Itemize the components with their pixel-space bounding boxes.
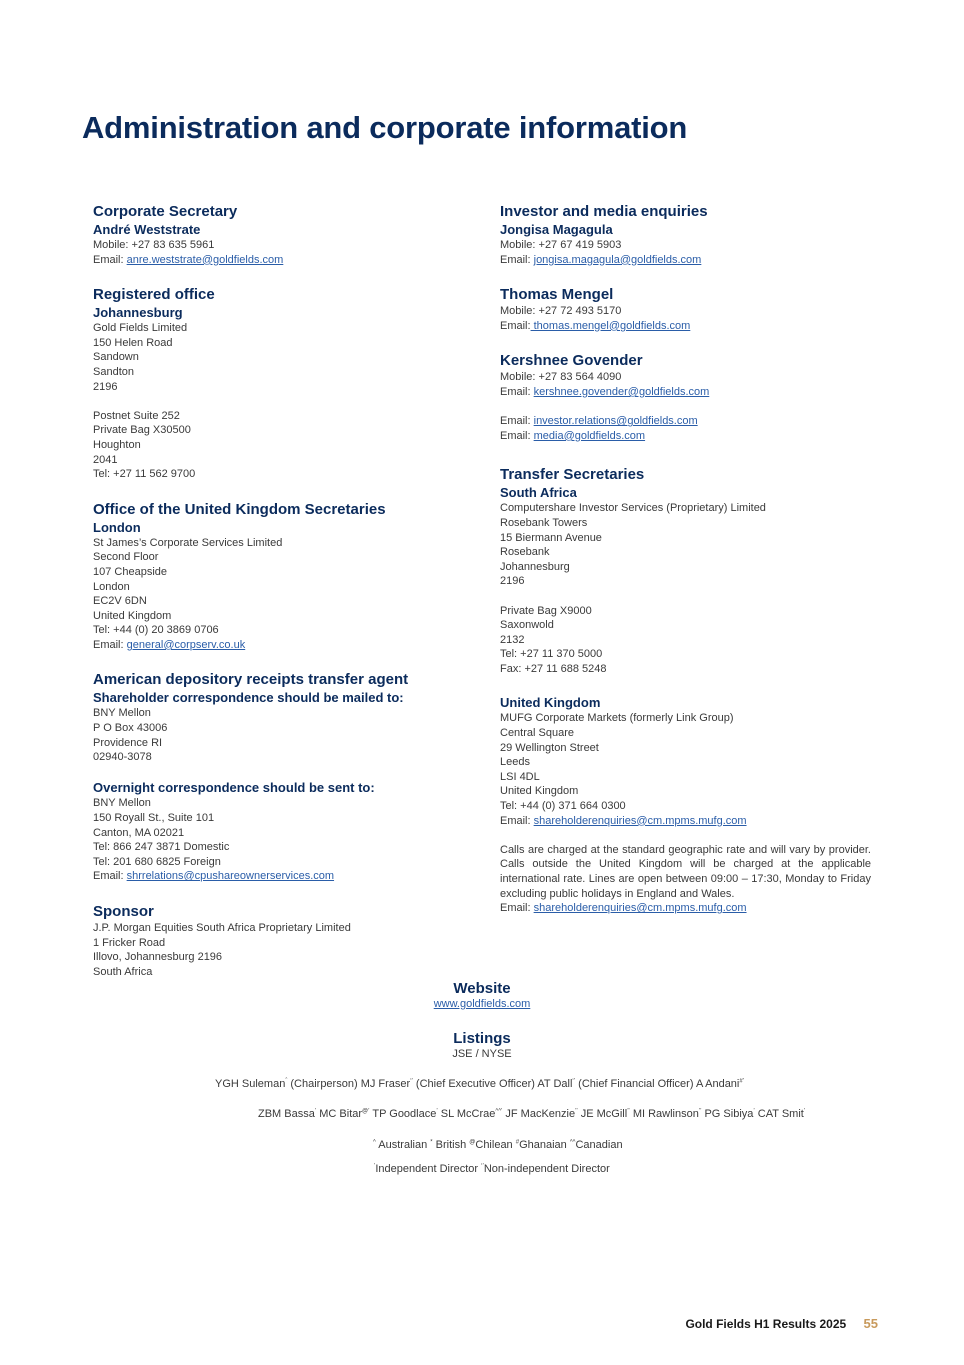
subheading: South Africa	[500, 485, 577, 501]
address-line: Sandown	[93, 351, 139, 364]
listings-value: JSE / NYSE	[452, 1048, 512, 1060]
postal-line: Saxonwold	[500, 619, 554, 632]
email-line	[500, 901, 871, 916]
address-line: Central Square	[500, 727, 574, 740]
legend-item: ^^Canadian	[569, 1139, 623, 1151]
email-link[interactable]: shareholderenquiries@cm.mpms.mufg.com	[533, 814, 747, 827]
director: AT Dall‘’ (Chief Financial Officer)	[537, 1078, 694, 1090]
section-heading: American depository receipts transfer agent	[93, 671, 409, 689]
sponsor-section	[93, 902, 473, 979]
address-line: 02940-3078	[93, 751, 152, 764]
address-line: Johannesburg	[500, 560, 570, 573]
board-row-2	[258, 1108, 805, 1120]
legend-item: @Chilean	[469, 1139, 516, 1151]
address-line: Leeds	[500, 756, 530, 769]
address-line: 15 Biermann Avenue	[500, 531, 602, 544]
section-heading: Transfer Secretaries	[500, 466, 645, 484]
postal-line: Postnet Suite 252	[93, 409, 180, 422]
postal-line: 2132	[500, 633, 525, 646]
director: SL McCrae^^’	[440, 1108, 503, 1120]
phone-line: Tel: +44 (0) 20 3869 0706	[93, 624, 219, 637]
email-line	[500, 385, 871, 400]
address-line: EC2V 6DN	[93, 595, 147, 608]
director: TP Goodlace’	[372, 1108, 438, 1120]
address-line: 2196	[93, 380, 118, 393]
section-heading: Investor and media enquiries	[500, 203, 708, 220]
left-column	[93, 202, 473, 979]
email-line	[500, 429, 871, 444]
mobile-line: Mobile: +27 67 419 5903	[500, 239, 622, 251]
address-line: Sandton	[93, 365, 134, 378]
phone-line: Tel: 866 247 3871 Domestic	[93, 841, 230, 854]
address-line: United Kingdom	[500, 785, 579, 798]
address-line: 150 Helen Road	[93, 336, 173, 349]
email-label: Email:	[500, 319, 531, 332]
director: JE McGill’’	[580, 1108, 630, 1120]
director: MJ Fraser‘’ (Chief Executive Officer)	[360, 1078, 535, 1090]
email-label: Email:	[500, 253, 534, 266]
subheading: Overnight correspondence should be sent to:	[93, 780, 375, 796]
address-line: MUFG Corporate Markets (formerly Link Group)	[500, 712, 734, 725]
email-link[interactable]: kershnee.govender@goldfields.com	[533, 385, 710, 398]
section-heading: Registered office	[93, 286, 215, 304]
nationality-legend	[373, 1139, 623, 1151]
contact-name: Jongisa Magagula	[500, 222, 613, 237]
address-line: Rosebank	[500, 546, 550, 559]
address-line: BNY Mellon	[93, 707, 151, 720]
phone-line: Tel: +27 11 370 5000	[500, 648, 603, 661]
email-line	[500, 814, 871, 829]
postal-line: Houghton	[93, 438, 141, 451]
report-year: 2025	[819, 1317, 847, 1331]
section-heading: Listings	[453, 1030, 511, 1047]
legend-item: ’Independent Director	[374, 1163, 482, 1175]
address-line: St James’s Corporate Services Limited	[93, 536, 283, 549]
email-link[interactable]: shrrelations@cpushareownerservices.com	[126, 870, 335, 883]
section-heading: Office of the United Kingdom Secretaries	[93, 500, 386, 518]
website-link[interactable]: www.goldfields.com	[433, 998, 531, 1010]
phone-line: Tel: +44 (0) 371 664 0300	[500, 800, 626, 813]
address-line: BNY Mellon	[93, 797, 151, 810]
email-link[interactable]: shareholderenquiries@cm.mpms.mufg.com	[533, 902, 747, 915]
page-number: 55	[863, 1316, 878, 1331]
address-line: 29 Wellington Street	[500, 741, 599, 754]
mobile-line: Mobile: +27 72 493 5170	[500, 305, 622, 318]
director-type-legend	[374, 1163, 610, 1175]
email-label: Email:	[500, 385, 534, 398]
email-label: Email:	[93, 253, 127, 266]
transfer-secretaries-section	[500, 465, 871, 915]
postal-line: Private Bag X9000	[500, 604, 592, 617]
email-line	[500, 319, 871, 334]
address-line: Canton, MA 02021	[93, 826, 185, 839]
section-heading: Corporate Secretary	[93, 203, 238, 220]
address-line: Second Floor	[93, 551, 159, 564]
mobile-line: Mobile: +27 83 564 4090	[500, 371, 622, 384]
address-line: 2196	[500, 575, 525, 588]
email-label: Email:	[93, 870, 127, 883]
postal-line: 2041	[93, 453, 118, 466]
section-heading: Website	[453, 980, 511, 997]
adr-agent-section	[93, 670, 473, 884]
address-line: Computershare Investor Services (Proprietary) Limited	[500, 502, 766, 515]
email-line	[93, 869, 473, 884]
email-link[interactable]: jongisa.magagula@goldfields.com	[533, 253, 702, 266]
email-line	[500, 253, 871, 268]
legend-item: * British	[430, 1139, 470, 1151]
email-line	[93, 638, 473, 653]
uk-secretaries-section	[93, 500, 473, 653]
right-column	[500, 202, 871, 916]
legend-item: ‘’Non-independent Director	[481, 1163, 610, 1175]
thomas-mengel-contact	[500, 285, 871, 333]
postal-line: Tel: +27 11 562 9700	[93, 468, 196, 481]
legend-item: ^ Australian	[373, 1139, 431, 1151]
fax-line: Fax: +27 11 688 5248	[500, 662, 607, 675]
email-link[interactable]: anre.weststrate@goldfields.com	[126, 253, 284, 266]
page-title: Administration and corporate information	[82, 110, 688, 145]
address-line: Gold Fields Limited	[93, 322, 188, 335]
address-line: 107 Cheapside	[93, 565, 168, 578]
director: CAT Smit’	[757, 1108, 806, 1120]
email-label: Email:	[500, 814, 534, 827]
kershnee-govender-contact	[500, 351, 871, 443]
address-line: Providence RI	[93, 736, 163, 749]
website-section	[0, 979, 964, 1010]
address-line: South Africa	[93, 965, 153, 978]
contact-name: André Weststrate	[93, 222, 201, 237]
page-footer	[685, 1316, 878, 1331]
email-line	[500, 414, 871, 429]
email-label: Email:	[93, 638, 127, 651]
email-label: Email:	[500, 902, 534, 915]
email-line	[93, 253, 473, 268]
director: MC Bitar@’	[319, 1108, 370, 1120]
email-link[interactable]: thomas.mengel@goldfields.com	[530, 319, 691, 332]
director: PG Sibiya’	[704, 1108, 755, 1120]
director: JF MacKenzie’’	[505, 1108, 578, 1120]
director: YGH Suleman$^ˆ$ (Chairperson)	[215, 1078, 358, 1090]
email-link[interactable]: general@corpserv.co.uk	[126, 638, 246, 651]
board-row-1	[215, 1078, 744, 1090]
email-label: Email:	[500, 415, 534, 428]
address-line: 1 Fricker Road	[93, 936, 166, 949]
postal-line: Private Bag X30500	[93, 424, 191, 437]
address-line: Illovo, Johannesburg 2196	[93, 951, 223, 964]
report-name: Gold Fields H1 Results	[685, 1317, 817, 1331]
media-email-link[interactable]: media@goldfields.com	[533, 429, 646, 442]
section-heading: Sponsor	[93, 903, 154, 920]
office-city: Johannesburg	[93, 305, 183, 321]
contact-name: Thomas Mengel	[500, 286, 614, 304]
contact-name: Kershnee Govender	[500, 352, 643, 370]
address-line: London	[93, 580, 130, 593]
subheading: United Kingdom	[500, 695, 601, 711]
investor-media-section	[500, 202, 871, 267]
address-line: LSI 4DL	[500, 770, 540, 783]
address-line: J.P. Morgan Equities South Africa Proprietary Limited	[93, 922, 351, 934]
address-line: 150 Royall St., Suite 101	[93, 812, 215, 825]
director: MI Rawlinson’’	[632, 1108, 702, 1120]
listings-section	[0, 1029, 964, 1060]
registered-office-section	[93, 285, 473, 482]
legend-item: #Ghanaian	[515, 1139, 570, 1151]
corporate-secretary-section	[93, 202, 473, 267]
address-line: United Kingdom	[93, 609, 172, 622]
calls-note: Calls are charged at the standard geographic rate and will vary by provider. Calls outside the United Kingdom will be charged at the applicable international rate. Lines are open between 09:00 – 17:30, Monday to Friday excluding public holidays in England and Wales.	[500, 843, 871, 900]
email-label: Email:	[500, 429, 534, 442]
address-line: P O Box 43006	[93, 722, 168, 735]
director: ZBM Bassa’	[258, 1108, 317, 1120]
address-line: Rosebank Towers	[500, 516, 588, 529]
investor-relations-email-link[interactable]: investor.relations@goldfields.com	[533, 415, 698, 428]
subheading: Shareholder correspondence should be mailed to:	[93, 690, 404, 706]
phone-line: Tel: 201 680 6825 Foreign	[93, 855, 221, 868]
mobile-line: Mobile: +27 83 635 5961	[93, 239, 215, 251]
office-city: London	[93, 519, 141, 535]
director: A Andani#’	[695, 1078, 745, 1090]
